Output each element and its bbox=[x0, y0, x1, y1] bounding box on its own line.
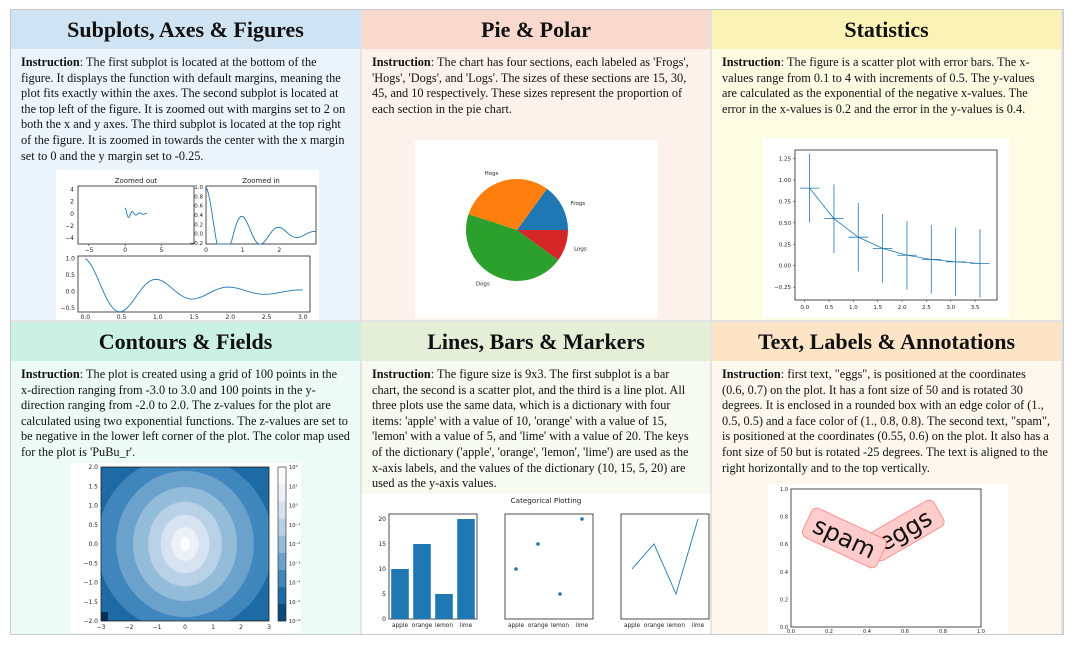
tick-label: 10¹ bbox=[289, 484, 298, 491]
tick-label: apple bbox=[623, 623, 641, 629]
tick-label: 0.6 bbox=[780, 542, 788, 549]
tick-label: −2 bbox=[124, 624, 134, 631]
tick-label: 3 bbox=[267, 624, 271, 631]
pie-figure bbox=[415, 140, 658, 318]
tick-label: orange bbox=[643, 623, 665, 629]
tick-label: 1.5 bbox=[88, 483, 98, 491]
tick-label: −0.25 bbox=[774, 285, 791, 292]
colorbar-segment bbox=[278, 553, 286, 570]
tick-label: 3.5 bbox=[970, 305, 980, 311]
tick-label: lime bbox=[575, 623, 589, 629]
tick-label: lime bbox=[691, 623, 705, 629]
tick-label: 1.5 bbox=[873, 305, 883, 311]
panel-instruction: Instruction: first text, "eggs", is positioned at the coordinates (0.6, 0.7) on the plot. It has a font size of 50 and is rotated 30 degrees. It is enclosed in a rounded box with an edge color of (1., 0.5, 0.5) and a face color of (1., 0.8, 0.8). The second text, "spam", is positioned at the coordinates (0.55, 0.6) on the plot. It also has a font size of 50 but is rotated -25 degrees. The text is aligned to the right horizontally and to the top vertically. bbox=[722, 367, 1051, 475]
tick-label: 0.50 bbox=[778, 220, 791, 227]
tick-label: 0.8 bbox=[939, 629, 947, 634]
tick-label: 0.25 bbox=[778, 242, 791, 249]
tick-label: 0 bbox=[204, 247, 208, 254]
tick-label: 2.0 bbox=[88, 464, 98, 471]
tick-label: 0.0 bbox=[80, 314, 91, 320]
colorbar-segment bbox=[278, 570, 286, 587]
slice-label: Hogs bbox=[484, 170, 499, 177]
tick-label: 0.0 bbox=[194, 231, 203, 238]
tick-label: 1.5 bbox=[189, 314, 199, 320]
tick-label: 0.4 bbox=[863, 629, 871, 634]
tick-label: 0.8 bbox=[194, 194, 203, 201]
tick-label: 5 bbox=[382, 591, 386, 598]
scatter-point bbox=[536, 542, 540, 546]
eggs-text: eggs bbox=[872, 503, 938, 557]
slice-label: Dogs bbox=[475, 281, 490, 288]
panel-instruction: Instruction: The figure size is 9x3. The first subplot is a bar chart, the second is a scatter plot, and the third is a line plot. All three plots use the same data, which is a dictionary with four items: 'apple' with a value of 10, 'orange' with a value of 15, 'lemon' with a value of 5, and 'lime' with a value of 20. The keys of the dictionary ('apple', 'orange', 'lemon', 'lime') are used as the x-axis labels, and the values of the dictionary (10, 15, 5, 20) are used as the y-axis values. bbox=[372, 367, 689, 491]
colorbar-segment bbox=[278, 535, 286, 552]
panel-title: Contours & Fields bbox=[11, 322, 360, 361]
tick-label: 0.2 bbox=[194, 222, 203, 229]
tick-label: 2 bbox=[277, 247, 282, 254]
panel-title: Pie & Polar bbox=[362, 10, 710, 49]
tick-label: 2.5 bbox=[922, 305, 931, 311]
colorbar-segment bbox=[278, 587, 286, 604]
tick-label: 2.0 bbox=[225, 314, 236, 320]
tick-label: 2 bbox=[70, 198, 74, 206]
tick-label: 15 bbox=[378, 541, 386, 548]
tick-label: 1.00 bbox=[778, 178, 791, 184]
tick-label: apple bbox=[391, 623, 409, 629]
tick-label: −4 bbox=[65, 234, 74, 242]
tick-label: lemon bbox=[666, 623, 686, 629]
panel-lines-bars bbox=[362, 322, 712, 634]
spam-text: spam bbox=[808, 511, 881, 565]
tick-label: 1.0 bbox=[88, 502, 98, 510]
tick-label: −3 bbox=[96, 624, 106, 631]
tick-label: 0.5 bbox=[88, 521, 98, 529]
tick-label: 10⁰ bbox=[289, 503, 298, 510]
tick-label: 0 bbox=[70, 210, 74, 218]
tick-label: 0.0 bbox=[800, 305, 810, 311]
tick-label: 10 bbox=[378, 566, 386, 573]
tick-label: 0.0 bbox=[780, 625, 788, 631]
colorbar-segment bbox=[278, 501, 286, 518]
tick-label: 1 bbox=[211, 624, 215, 631]
tick-label: 10⁻⁵ bbox=[289, 599, 301, 606]
tick-label: 0.75 bbox=[778, 199, 791, 206]
panel-pie bbox=[362, 10, 712, 322]
tick-label: 10⁻³ bbox=[289, 561, 301, 568]
tick-label: 1.25 bbox=[778, 156, 791, 163]
subplots-figure bbox=[56, 170, 319, 320]
panel-instruction: Instruction: The figure is a scatter plot with error bars. The x-values range from 0.1 to 4 with increments of 0.5. The y-values are calculated as the exponential of the negative x-values. The error in the x-values is 0.2 and the error in the y-values is 0.4. bbox=[722, 55, 1035, 116]
tick-label: 0 bbox=[183, 624, 187, 631]
tick-label: −1.5 bbox=[83, 598, 98, 606]
bar bbox=[391, 569, 409, 619]
figure-background bbox=[763, 138, 1009, 318]
tick-label: 10⁻⁴ bbox=[289, 580, 301, 587]
contour-figure bbox=[71, 463, 301, 633]
tick-label: 0.2 bbox=[780, 597, 788, 604]
panel-instruction: Instruction: The chart has four sections, each labeled as 'Frogs', 'Hogs', 'Dogs', and 'Logs'. The sizes of these sections are 15, 30, 45, and 10 respectively. These sizes represent the proportion of each section in the pie chart. bbox=[372, 55, 689, 116]
tick-label: 3.0 bbox=[946, 305, 956, 311]
tick-label: 2.5 bbox=[261, 314, 272, 320]
tick-label: −0.5 bbox=[83, 560, 98, 568]
panel-title: Lines, Bars & Markers bbox=[362, 322, 710, 361]
bar bbox=[435, 594, 453, 619]
colorbar-segment bbox=[278, 604, 286, 621]
bar bbox=[413, 544, 431, 619]
tick-label: 0.0 bbox=[65, 288, 75, 296]
subplot-title: Zoomed out bbox=[114, 177, 158, 185]
figure-margin bbox=[71, 463, 301, 467]
negative-corner bbox=[101, 612, 108, 621]
tick-label: 2 bbox=[239, 624, 243, 631]
tick-label: lemon bbox=[550, 623, 570, 629]
panel-contours bbox=[11, 322, 362, 634]
tick-label: 4 bbox=[70, 186, 74, 194]
tick-label: −5 bbox=[84, 247, 94, 254]
panel-title: Text, Labels & Annotations bbox=[712, 322, 1061, 361]
panel-title: Statistics bbox=[712, 10, 1061, 49]
tick-label: −2.0 bbox=[83, 618, 98, 625]
tick-label: 10⁻¹ bbox=[289, 522, 301, 529]
tick-label: −1 bbox=[152, 624, 162, 631]
panel-text bbox=[712, 322, 1063, 634]
figure-title: Categorical Plotting bbox=[510, 496, 582, 505]
slice-label: Frogs bbox=[570, 200, 586, 207]
errorbar-figure bbox=[763, 138, 1009, 318]
contour-level bbox=[180, 537, 190, 551]
tick-label: orange bbox=[411, 623, 433, 629]
scatter-point bbox=[580, 517, 584, 521]
tick-label: orange bbox=[527, 623, 549, 629]
tick-label: 20 bbox=[378, 516, 386, 523]
figure-background bbox=[768, 484, 1008, 634]
panel-subplots bbox=[11, 10, 362, 322]
tick-label: 0.6 bbox=[194, 203, 203, 210]
tick-label: lime bbox=[459, 623, 473, 629]
tick-label: 0.0 bbox=[787, 629, 795, 634]
figure-background bbox=[56, 170, 319, 320]
colorbar-segment bbox=[278, 467, 286, 484]
tick-label: 3.0 bbox=[297, 314, 308, 320]
tick-label: 0.2 bbox=[825, 629, 833, 634]
tick-label: 0 bbox=[123, 247, 128, 254]
scatter-point bbox=[514, 567, 518, 571]
panel-statistics bbox=[712, 10, 1063, 322]
tick-label: −0.5 bbox=[60, 305, 75, 313]
tick-label: 2.0 bbox=[897, 305, 907, 311]
annotation-figure bbox=[768, 484, 1008, 634]
tick-label: 1.0 bbox=[194, 184, 203, 191]
tick-label: 0 bbox=[382, 616, 386, 623]
tick-label: 0.00 bbox=[778, 263, 791, 270]
category-grid bbox=[10, 9, 1064, 635]
tick-label: 0.6 bbox=[901, 629, 909, 634]
panel-instruction: Instruction: The first subplot is located at the bottom of the figure. It displays the function with default margins, meaning the plot fits exactly within the axes. The second subplot is located at the top left of the figure. It is zoomed out with margins set to 2 on both the x and y axes. The third subplot is located at the top right of the figure. It is zoomed in towards the center with the x margin set to 0 and the y margin set to -0.25. bbox=[21, 55, 346, 163]
tick-label: 1.0 bbox=[977, 629, 985, 634]
panel-instruction: Instruction: The plot is created using a grid of 100 points in the x-direction ranging from -3.0 to 3.0 and 100 points in the y-direction ranging from -2.0 to 2.0. The z-values for the plot are calculated using two exponential functions. The z-values are set to be negative in the lower left corner of the plot. The color map used for the plot is 'PuBu_r'. bbox=[21, 367, 350, 459]
colorbar-segment bbox=[278, 518, 286, 535]
tick-label: 0.5 bbox=[65, 272, 75, 280]
bar bbox=[457, 519, 475, 619]
tick-label: 0.0 bbox=[88, 541, 98, 548]
tick-label: 10⁻⁶ bbox=[289, 619, 301, 625]
tick-label: lemon bbox=[434, 623, 454, 629]
tick-label: 1 bbox=[240, 247, 245, 254]
tick-label: 5 bbox=[159, 247, 164, 254]
tick-label: 1.0 bbox=[780, 487, 788, 493]
tick-label: 1.0 bbox=[65, 255, 75, 263]
tick-label: 1.0 bbox=[152, 314, 163, 320]
tick-label: 0.4 bbox=[780, 569, 788, 576]
tick-label: apple bbox=[507, 623, 525, 629]
tick-label: −1.0 bbox=[83, 579, 98, 587]
colorbar-segment bbox=[278, 484, 286, 501]
tick-label: 0.8 bbox=[780, 514, 788, 521]
tick-label: −2 bbox=[65, 222, 74, 230]
tick-label: 0.4 bbox=[194, 213, 203, 219]
categorical-figure bbox=[362, 494, 712, 634]
tick-label: 10⁻² bbox=[289, 542, 301, 548]
scatter-point bbox=[558, 592, 562, 596]
tick-label: 1.0 bbox=[849, 305, 858, 311]
slice-label: Logs bbox=[574, 246, 587, 253]
panel-title: Subplots, Axes & Figures bbox=[11, 10, 360, 49]
tick-label: 10² bbox=[289, 465, 298, 471]
tick-label: 0.5 bbox=[824, 305, 834, 311]
tick-label: 0.5 bbox=[116, 314, 127, 320]
subplot-title: Zoomed in bbox=[242, 177, 280, 185]
tick-label: −0.2 bbox=[189, 241, 203, 248]
